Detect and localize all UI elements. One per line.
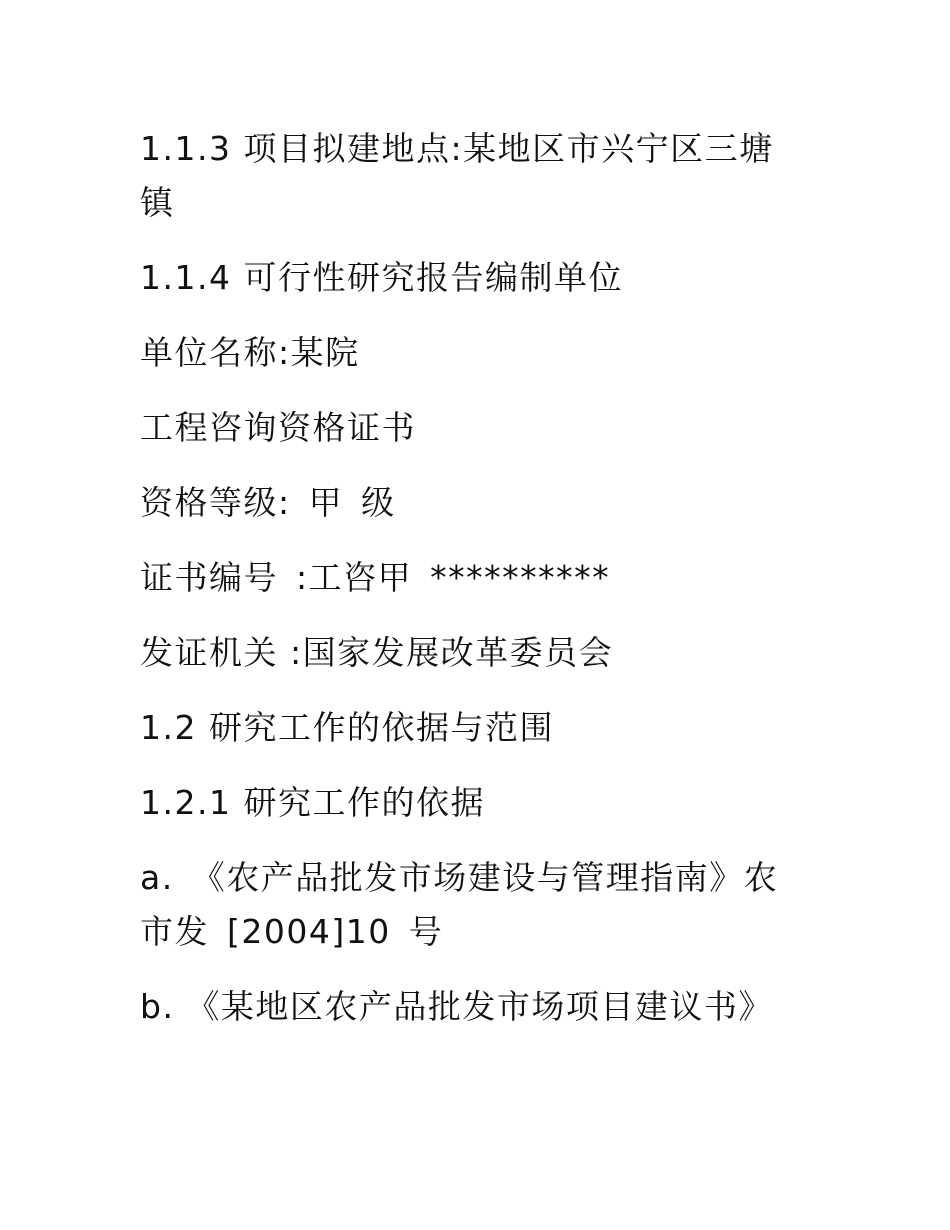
paragraph-issuing-authority: 发证机关 :国家发展改革委员会 [140, 633, 614, 672]
paragraph-basis-item-b: b. 《某地区农产品批发市场项目建议书》 [140, 987, 773, 1026]
paragraph-heading-compiling-unit: 1.1.4 可行性研究报告编制单位 [140, 258, 623, 297]
paragraph-unit-name: 单位名称:某院 [140, 333, 360, 372]
paragraph-qualification-level: 资格等级: 甲 级 [140, 483, 396, 522]
document-body [140, 122, 800, 1055]
paragraph-project-location: 1.1.3 项目拟建地点:某地区市兴宁区三塘镇 [140, 129, 774, 222]
paragraph-heading-basis: 1.2.1 研究工作的依据 [140, 783, 485, 822]
paragraph-heading-basis-scope: 1.2 研究工作的依据与范围 [140, 708, 554, 747]
paragraph-basis-item-a: a. 《农产品批发市场建设与管理指南》农市发 [2004]10 号 [140, 858, 779, 951]
paragraph-certificate-number: 证书编号 :工咨甲 ********** [140, 558, 611, 597]
paragraph-qualification-certificate: 工程咨询资格证书 [140, 408, 416, 447]
